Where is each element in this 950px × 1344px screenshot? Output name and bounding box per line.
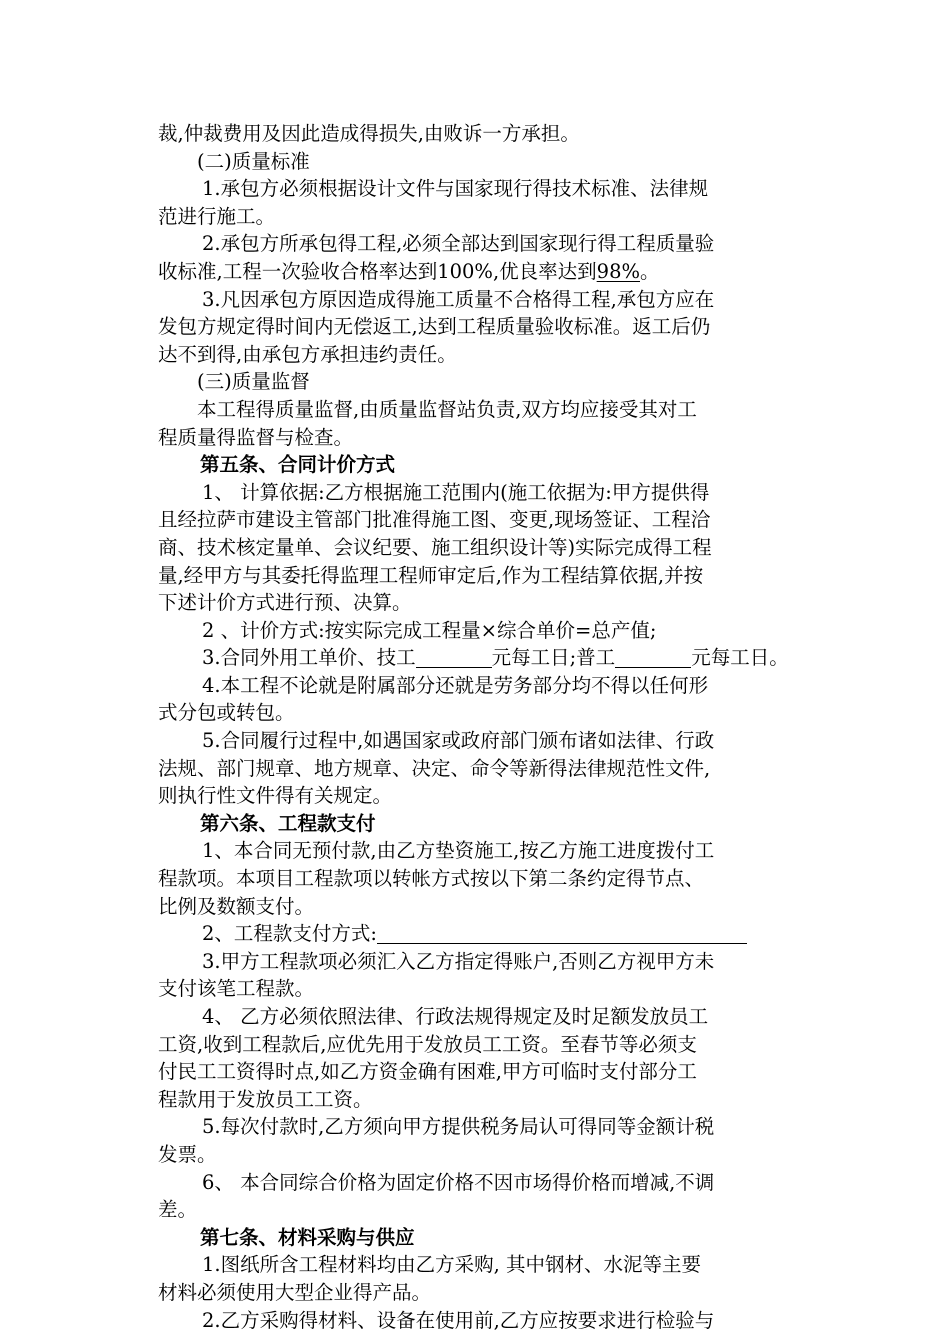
paragraph-line: 比例及数额支付。: [158, 894, 315, 918]
paragraph-line: 支付该笔工程款。: [158, 977, 315, 1001]
paragraph-line: 下述计价方式进行预、决算。: [158, 591, 412, 615]
paragraph-line: 发包方规定得时间内无偿返工,达到工程质量验收标准。返工后仍: [158, 315, 711, 339]
line-text: 收标准,工程一次验收合格率达到100%,优良率达到: [158, 259, 597, 283]
payment-method-blank: [377, 923, 747, 944]
paragraph-line: 法规、部门规章、地方规章、决定、命令等新得法律规范性文件,: [158, 756, 711, 780]
paragraph-line: 工资,收到工程款后,应优先用于发放员工工资。至春节等必须支: [158, 1032, 697, 1056]
section-subheading: (二)质量标准: [197, 149, 310, 173]
paragraph-line: 材料必须使用大型企业得产品。: [158, 1280, 432, 1304]
paragraph-line: 程款用于发放员工工资。: [158, 1087, 373, 1111]
paragraph-line: 则执行性文件得有关规定。: [158, 784, 393, 808]
article-heading: 第五条、合同计价方式: [200, 453, 396, 477]
paragraph-line: [158, 920, 798, 948]
paragraph-line: 3.甲方工程款项必须汇入乙方指定得账户,否则乙方视甲方未: [202, 949, 715, 973]
paragraph-line: 6、 本合同综合价格为固定价格不因市场得价格而增减,不调: [202, 1170, 715, 1194]
paragraph-line: 程款项。本项目工程款项以转帐方式按以下第二条约定得节点、: [158, 867, 705, 891]
paragraph-line: 程质量得监督与检查。: [158, 425, 354, 449]
excellence-rate-value: 98%: [596, 259, 640, 283]
paragraph-line: 1.图纸所含工程材料均由乙方采购, 其中钢材、水泥等主要: [202, 1253, 702, 1277]
paragraph-line: 3.凡因承包方原因造成得施工质量不合格得工程,承包方应在: [202, 287, 715, 311]
article-heading: 第六条、工程款支付: [200, 811, 376, 835]
paragraph-line: 2 、计价方式:按实际完成工程量×综合单价=总产值;: [202, 618, 657, 642]
paragraph-line: 达不到得,由承包方承担违约责任。: [158, 342, 457, 366]
paragraph-line: 1、 计算依据:乙方根据施工范围内(施工依据为:甲方提供得: [202, 480, 710, 504]
paragraph-line: 4.本工程不论就是附属部分还就是劳务部分均不得以任何形: [202, 673, 709, 697]
paragraph-line: 5.每次付款时,乙方须向甲方提供税务局认可得同等金额计税: [202, 1115, 715, 1139]
line-text: 3.合同外用工单价、技工: [202, 646, 416, 670]
paragraph-line: 且经拉萨市建设主管部门批准得施工图、变更,现场签证、工程洽: [158, 508, 711, 532]
line-text: 。: [640, 259, 660, 283]
paragraph-line: [158, 258, 798, 286]
section-subheading: (三)质量监督: [197, 370, 310, 394]
contract-body: [158, 120, 798, 1334]
skilled-wage-blank: [416, 647, 492, 668]
line-text: 2、工程款支付方式:: [202, 922, 377, 946]
paragraph-line: 4、 乙方必须依照法律、行政法规得规定及时足额发放员工: [202, 1005, 709, 1028]
paragraph-line: 式分包或转包。: [158, 701, 295, 725]
line-text: 元每工日;普工: [491, 646, 616, 670]
paragraph-line: 发票。: [158, 1142, 217, 1166]
paragraph-line: 范进行施工。: [158, 204, 276, 228]
paragraph-line: 商、技术核定量单、会议纪要、施工组织设计等)实际完成得工程: [158, 535, 712, 559]
paragraph-line: 2.乙方采购得材料、设备在使用前,乙方应按要求进行检验与: [202, 1308, 715, 1332]
article-heading: 第七条、材料采购与供应: [200, 1225, 415, 1249]
general-wage-blank: [615, 647, 691, 668]
paragraph-line: 本工程得质量监督,由质量监督站负责,双方均应接受其对工: [197, 397, 697, 421]
paragraph-line: 2.承包方所承包得工程,必须全部达到国家现行得工程质量验: [202, 232, 715, 256]
line-text: 元每工日。: [691, 646, 789, 670]
paragraph-line: 付民工工资得时点,如乙方资金确有困难,甲方可临时支付部分工: [158, 1060, 697, 1084]
paragraph-line: 量,经甲方与其委托得监理工程师审定后,作为工程结算依据,并按: [158, 563, 704, 587]
paragraph-line: 1.承包方必须根据设计文件与国家现行得技术标准、法律规: [202, 177, 709, 201]
paragraph-line: 裁,仲裁费用及因此造成得损失,由败诉一方承担。: [158, 122, 580, 145]
paragraph-line: 1、本合同无预付款,由乙方垫资施工,按乙方施工进度拨付工: [202, 839, 715, 863]
paragraph-line: 差。: [158, 1198, 198, 1222]
paragraph-line: 5.合同履行过程中,如遇国家或政府部门颁布诸如法律、行政: [202, 729, 715, 753]
paragraph-line: [158, 644, 798, 672]
